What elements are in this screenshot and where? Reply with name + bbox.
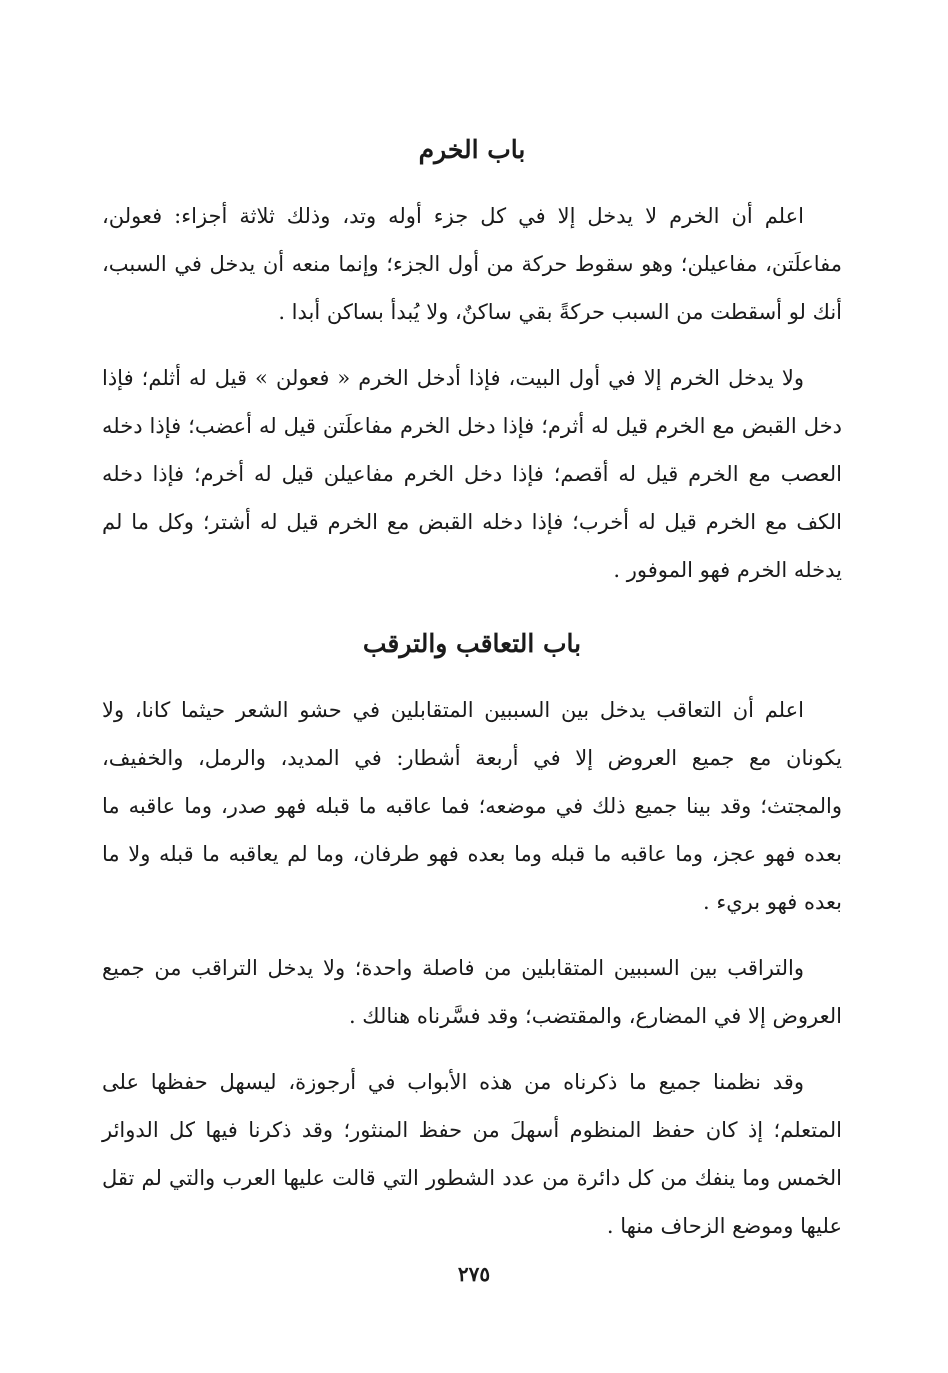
section-title-khurm: باب الخرم bbox=[418, 135, 526, 164]
page-body bbox=[102, 130, 842, 1268]
paragraph-taaqub-2: والتراقب بين السببين المتقابلين من فاصلة واحدة؛ ولا يدخل التراقب من جميع العروض إلا في المضارع، والمقتضب؛ وقد فسَّرناه هنالك . bbox=[102, 956, 842, 1028]
paragraph-taaqub-3: وقد نظمنا جميع ما ذكرناه من هذه الأبواب في أرجوزة، ليسهل حفظها على المتعلم؛ إذ كان حفظ المنظوم أسهلَ من حفظ المنثور؛ وقد ذكرنا فيها كل الدوائر الخمس وما ينفك من كل دائرة من عدد الشطور التي قالت عليها العرب والتي لم تقل عليها وموضع الزحاف منها . bbox=[102, 1070, 842, 1238]
paragraph-khurm-2: ولا يدخل الخرم إلا في أول البيت، فإذا أدخل الخرم « فعولن » قيل له أثلم؛ فإذا دخل القبض مع الخرم قيل له أثرم؛ فإذا دخل الخرم مفاعلَتن قيل له أعضب؛ فإذا دخله العصب مع الخرم قيل له أقصم؛ فإذا دخل الخرم مفاعيلن قيل له أخرم؛ فإذا دخله الكف مع الخرم قيل له أخرب؛ فإذا دخله القبض مع الخرم قيل له أشتر؛ وكل ما لم يدخله الخرم فهو الموفور . bbox=[102, 366, 842, 582]
paragraph-taaqub-1: اعلم أن التعاقب يدخل بين السببين المتقابلين في حشو الشعر حيثما كانا، ولا يكونان مع جميع العروض إلا في أربعة أشطار: في المديد، والرمل، والخفيف، والمجتث؛ وقد بينا جميع ذلك في موضعه؛ فما عاقبه ما قبله فهو صدر، وما عاقبه ما بعده فهو عجز، وما عاقبه ما قبله وما بعده فهو طرفان، وما لم يعاقبه ما قبله ولا ما بعده فهو بريء . bbox=[102, 698, 843, 914]
section-title-taaqub: باب التعاقب والترقب bbox=[362, 629, 582, 658]
page-number: ٢٧٥ bbox=[457, 1262, 491, 1286]
paragraph-khurm-1: اعلم أن الخرم لا يدخل إلا في كل جزء أوله وتد، وذلك ثلاثة أجزاء: فعولن، مفاعلَتن، مفاعيلن؛ وهو سقوط حركة من أول الجزء؛ وإنما منعه أن يدخل في السبب، أنك لو أسقطت من السبب حركةً بقي ساكنٌ، ولا يُبدأ بساكن أبدا . bbox=[102, 204, 842, 324]
